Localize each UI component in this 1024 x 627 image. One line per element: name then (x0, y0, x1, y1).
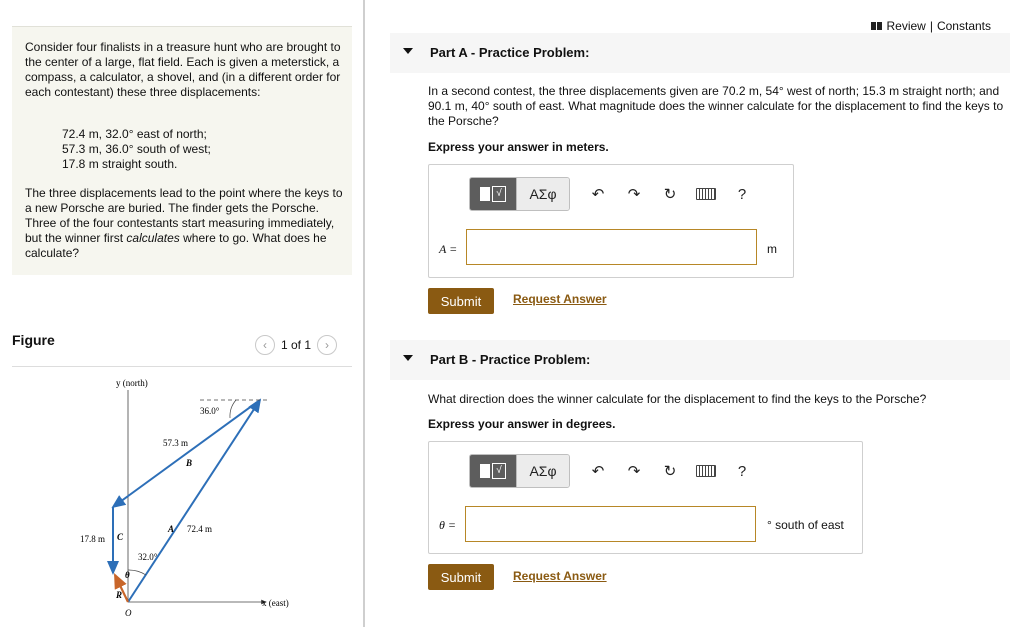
reset-icon[interactable]: ↻ (663, 186, 677, 203)
constants-link[interactable]: Constants (936, 19, 991, 33)
vector-c-magnitude: 17.8 m (80, 534, 106, 544)
problem-closing: The three displacements lead to the point where the keys to a new Porsche are buried. The finder gets the Porsche. Three of the four contestants start measuring immediately, but the winner first calculates where to go. What does he calculate? (25, 186, 343, 260)
part-b-question: What direction does the winner calculate for the displacement to find the keys to the Porsche? (428, 392, 927, 406)
angle-36-label: 36.0° (200, 406, 220, 416)
unit-label: m (767, 242, 777, 256)
submit-button[interactable]: Submit (428, 564, 494, 590)
part-b-title: Part B - Practice Problem: (430, 352, 591, 367)
header-links (871, 19, 991, 33)
y-axis-label: y (north) (116, 378, 148, 388)
header-separator: | (929, 19, 933, 33)
toolbar-group (469, 177, 570, 211)
origin-label: O (125, 608, 132, 618)
keyboard-button[interactable] (688, 465, 724, 477)
undo-icon[interactable]: ↶ (591, 463, 605, 480)
request-answer-link[interactable]: Request Answer (513, 569, 607, 583)
angle-arc-36 (230, 400, 236, 418)
displacement-list (62, 127, 211, 172)
part-a-instruction: Express your answer in meters. (428, 140, 609, 154)
redo-icon[interactable]: ↷ (627, 463, 641, 480)
unit-label: ° south of east (767, 518, 844, 532)
vector-a-name: A (168, 524, 175, 534)
displacement-item: 17.8 m straight south. (62, 157, 178, 171)
math-toolbar (469, 177, 760, 211)
keyboard-icon (696, 188, 716, 200)
sqrt-icon: √ (492, 463, 506, 479)
figure-divider (12, 366, 352, 367)
next-figure-button[interactable]: › (317, 335, 337, 355)
vector-c-name: C (117, 532, 124, 542)
toolbar-group (469, 454, 570, 488)
x-axis-label: x (east) (262, 598, 289, 608)
submit-button[interactable]: Submit (428, 288, 494, 314)
help-icon[interactable]: ? (737, 185, 747, 203)
request-answer-link[interactable]: Request Answer (513, 292, 607, 306)
collapse-triangle-icon[interactable] (403, 48, 413, 54)
vector-diagram (70, 370, 310, 620)
left-panel (0, 0, 363, 627)
part-b-answer-box (428, 441, 863, 554)
redo-icon[interactable]: ↷ (627, 186, 641, 203)
keyboard-button[interactable] (688, 188, 724, 200)
part-a-header[interactable] (390, 33, 1010, 73)
answer-input[interactable] (466, 229, 757, 265)
part-a-question: In a second contest, the three displacements given are 70.2 m, 54° west of north; 15.3 m straight north; and 90.1 m, 40° south of east. What magnitude does the winner calculate for the displacement to find the keys to the Porsche? (428, 84, 1004, 128)
problem-statement (12, 26, 352, 275)
figure-title: Figure (12, 332, 55, 348)
collapse-triangle-icon[interactable] (403, 355, 413, 361)
vector-a (128, 400, 260, 602)
part-a-title: Part A - Practice Problem: (430, 45, 590, 60)
part-b-header[interactable] (390, 340, 1010, 380)
angle-arc-32 (128, 570, 146, 575)
keyboard-icon (696, 465, 716, 477)
math-toolbar (469, 454, 760, 488)
book-icon (871, 22, 882, 30)
angle-32-label: 32.0° (138, 552, 158, 562)
review-link[interactable]: Review (886, 19, 926, 33)
vector-a-magnitude: 72.4 m (187, 524, 213, 534)
vector-b-name: B (186, 458, 193, 468)
reset-icon[interactable]: ↻ (663, 463, 677, 480)
symbols-button[interactable]: ΑΣφ (516, 178, 569, 210)
variable-label: θ = (439, 518, 456, 532)
variable-label: A = (439, 242, 458, 256)
vector-b (113, 400, 260, 507)
templates-button[interactable] (470, 178, 516, 210)
template-box-icon (480, 464, 490, 478)
sqrt-icon: √ (492, 186, 506, 202)
figure-pager (255, 335, 337, 355)
problem-intro: Consider four finalists in a treasure hunt who are brought to the center of a large, flat field. Each is given a meterstick, a compass, a calculator, a shovel, and (in a different order for each contestant) these three displacements: (25, 40, 341, 99)
prev-figure-button[interactable]: ‹ (255, 335, 275, 355)
help-icon[interactable]: ? (737, 462, 747, 480)
template-box-icon (480, 187, 490, 201)
panel-divider (363, 0, 365, 627)
displacement-item: 57.3 m, 36.0° south of west; (62, 142, 211, 156)
displacement-item: 72.4 m, 32.0° east of north; (62, 127, 207, 141)
figure-page-count: 1 of 1 (281, 338, 312, 352)
templates-button[interactable] (470, 455, 516, 487)
part-a-answer-box (428, 164, 794, 278)
part-b-instruction: Express your answer in degrees. (428, 417, 616, 431)
vector-b-magnitude: 57.3 m (163, 438, 189, 448)
theta-label: θ (125, 570, 130, 580)
vector-r-name: R (116, 590, 123, 600)
answer-input[interactable] (465, 506, 756, 542)
undo-icon[interactable]: ↶ (591, 186, 605, 203)
symbols-button[interactable]: ΑΣφ (516, 455, 569, 487)
